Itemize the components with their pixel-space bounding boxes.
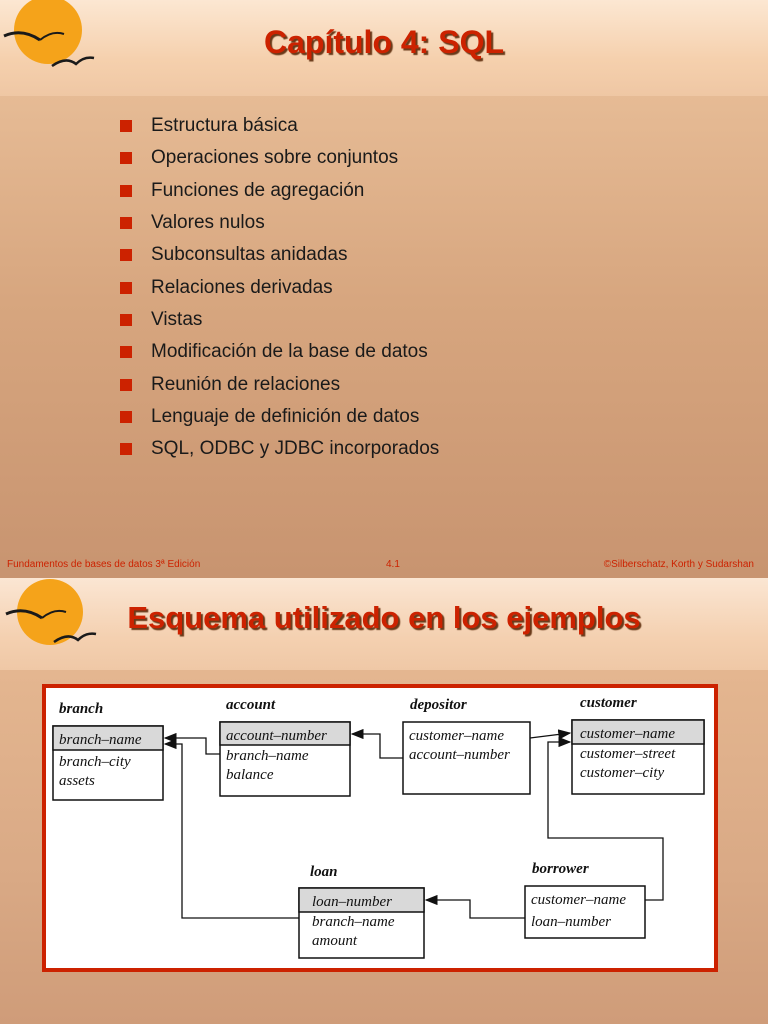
slide-title: Capítulo 4: SQL [264,24,504,60]
list-item: Reunión de relaciones [120,368,439,400]
attribute: account–number [226,728,327,744]
attribute: customer–city [580,765,665,781]
footer-copyright: ©Silberschatz, Korth y Sudarshan [603,559,754,570]
bullet-square-icon [120,185,132,197]
table-depositor [403,697,530,794]
table-branch [53,701,163,800]
table-name: borrower [532,861,589,877]
fk-arrow [165,738,220,754]
slide-2 [0,578,768,1024]
bullet-square-icon [120,314,132,326]
table-borrower [525,861,645,938]
table-customer [572,695,704,794]
list-item: Relaciones derivadas [120,271,439,303]
schema-diagram-frame [42,684,718,972]
attribute: account–number [409,747,510,763]
schema-diagram [46,688,714,968]
attribute: branch–name [312,914,395,930]
slide-title: Esquema utilizado en los ejemplos [127,600,641,635]
attribute: branch–city [59,754,131,770]
bullet-square-icon [120,249,132,261]
table-account [220,697,350,796]
attribute: loan–number [531,914,611,930]
table-name: account [226,697,276,713]
attribute: branch–name [226,748,309,764]
topic-list [120,110,439,465]
attribute: balance [226,767,274,783]
attribute: amount [312,933,357,949]
bullet-square-icon [120,217,132,229]
bullet-square-icon [120,346,132,358]
attribute: branch–name [59,732,142,748]
list-item: Operaciones sobre conjuntos [120,142,439,174]
attribute: assets [59,773,95,789]
bullet-square-icon [120,120,132,132]
footer-book-title: Fundamentos de bases de datos 3ª Edición [7,559,201,570]
table-name: loan [310,864,338,880]
slide-footer [0,559,768,575]
attribute: customer–name [531,892,626,908]
list-item: Subconsultas anidadas [120,239,439,271]
bullet-square-icon [120,443,132,455]
table-name: customer [580,695,637,711]
fk-arrow [426,900,525,918]
fk-arrow [530,733,570,738]
bullet-square-icon [120,282,132,294]
bullet-square-icon [120,411,132,423]
attribute: loan–number [312,894,392,910]
bullet-square-icon [120,379,132,391]
list-item: Valores nulos [120,207,439,239]
list-item: Funciones de agregación [120,175,439,207]
list-item: SQL, ODBC y JDBC incorporados [120,433,439,465]
list-item: Lenguaje de definición de datos [120,401,439,433]
attribute: customer–street [580,746,676,762]
bullet-square-icon [120,152,132,164]
attribute: customer–name [580,726,675,742]
list-item: Estructura básica [120,110,439,142]
attribute: customer–name [409,728,504,744]
fk-arrow [352,734,403,758]
table-name: depositor [410,697,467,713]
table-loan [299,864,424,958]
footer-page-number: 4.1 [386,559,400,570]
list-item: Vistas [120,304,439,336]
table-name: branch [59,701,104,717]
list-item: Modificación de la base de datos [120,336,439,368]
